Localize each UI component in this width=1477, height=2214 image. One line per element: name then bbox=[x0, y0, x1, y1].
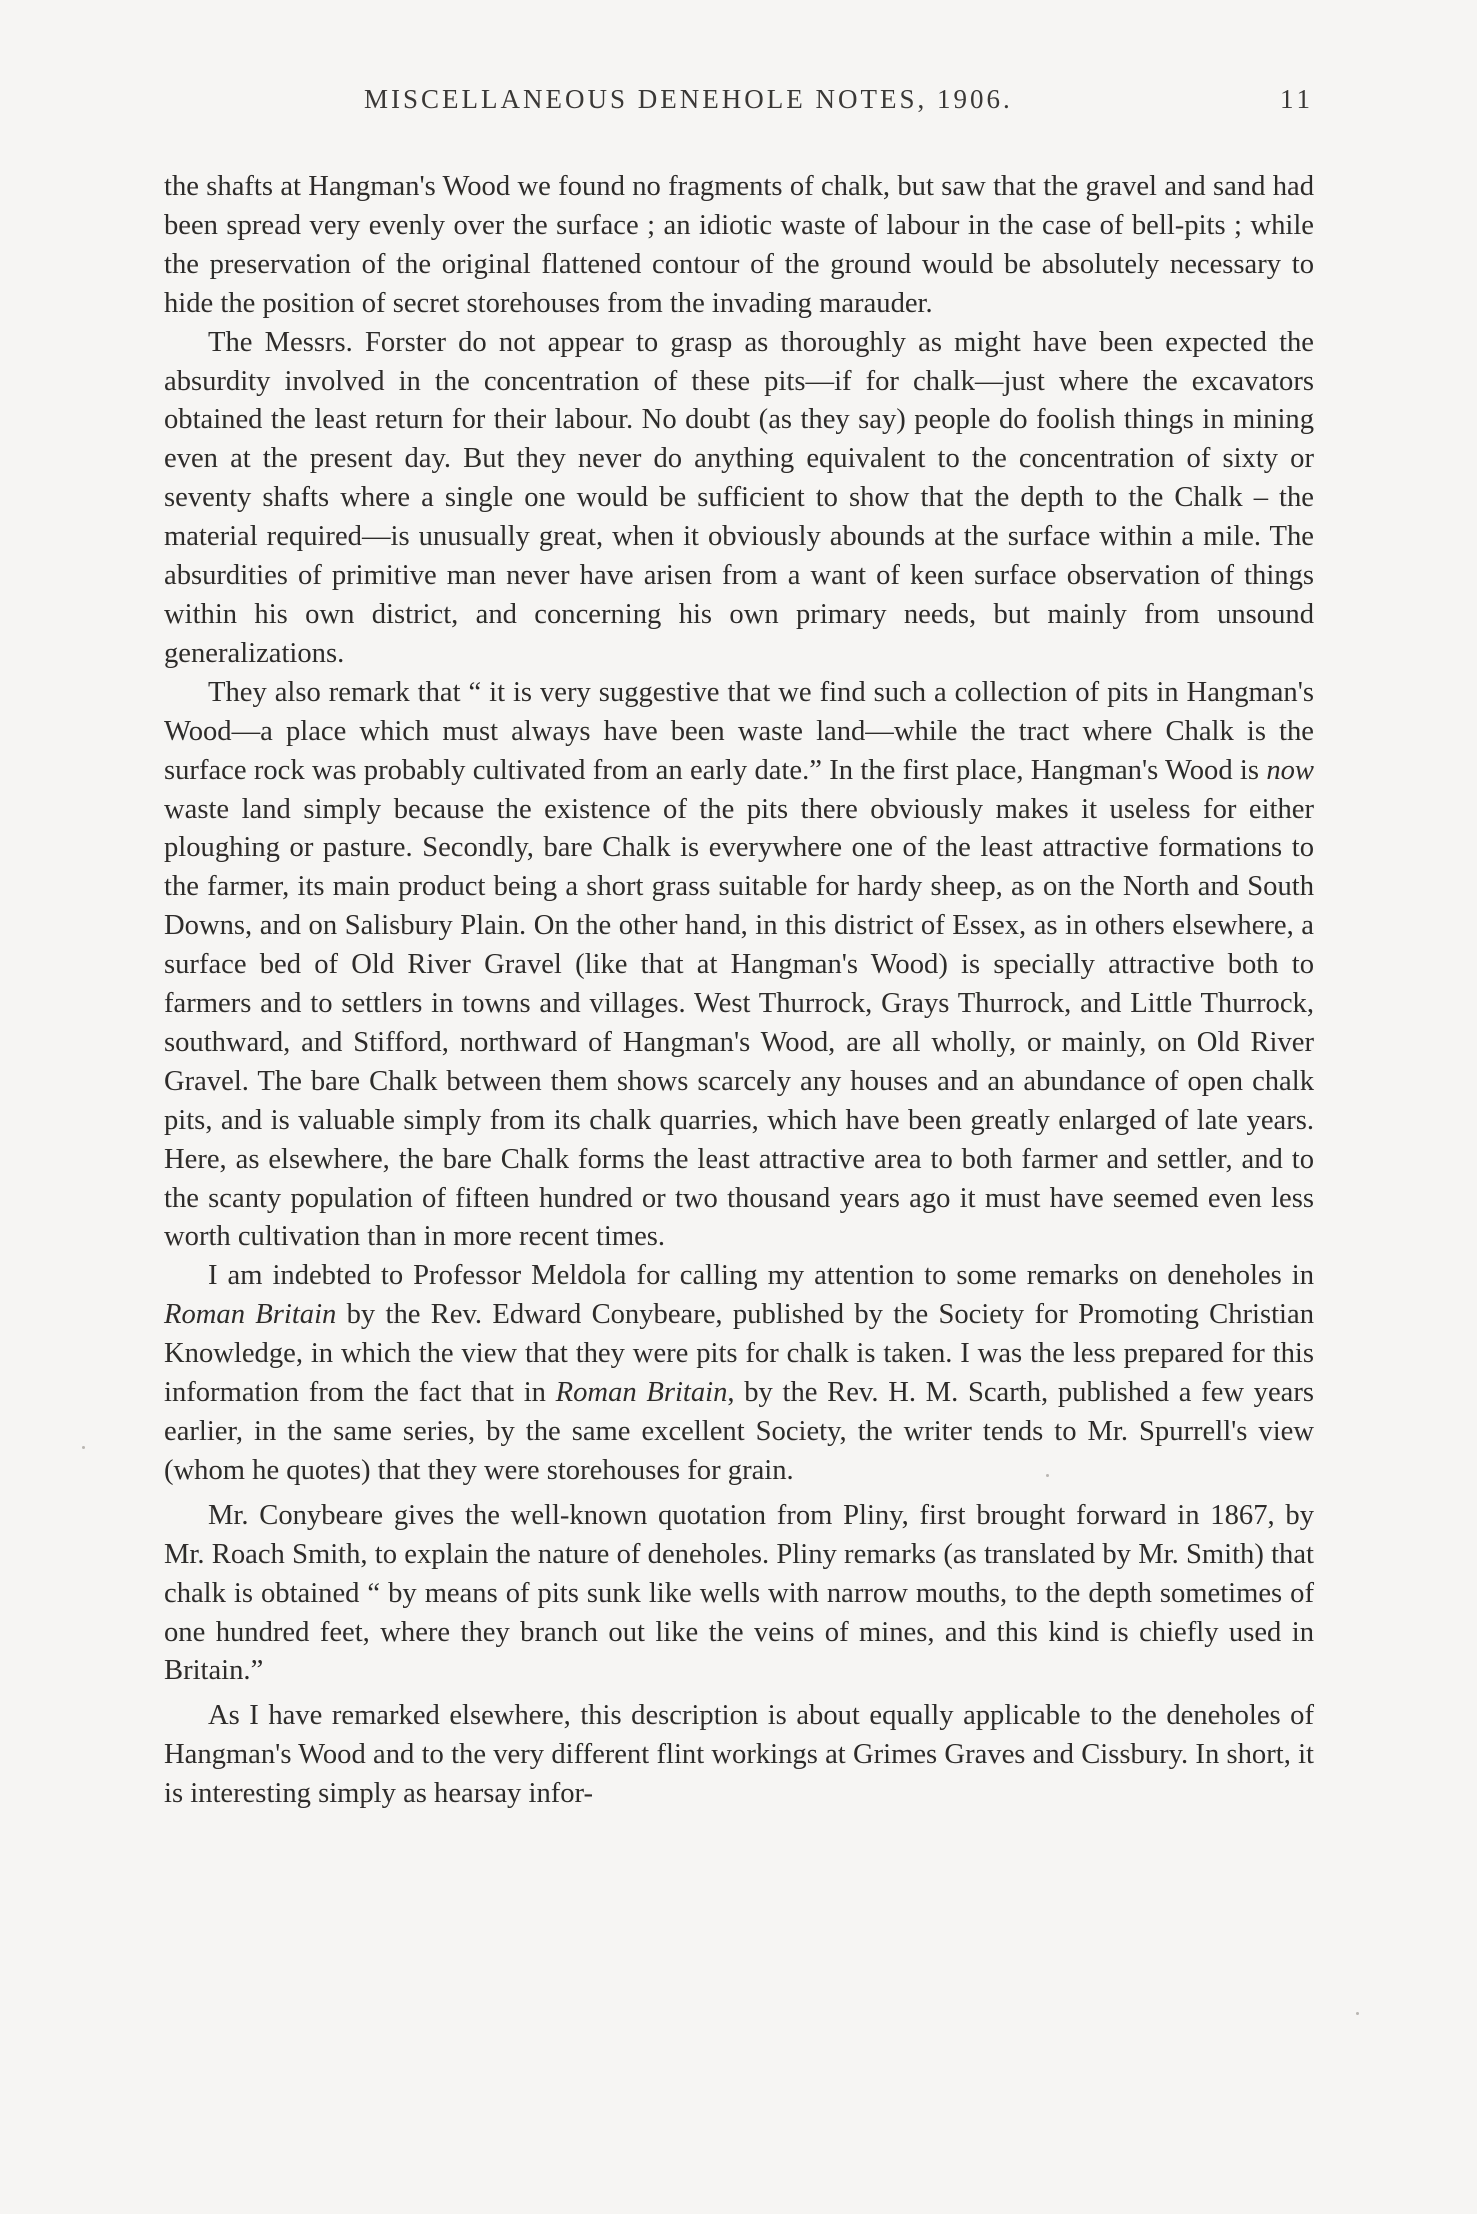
paragraph-4-text-c: , by the Rev. H. M. Scarth, published a few years earlier, in the same series, by the same excellent Society, the writer tends to Mr. Spurrell's view (whom he quotes) that they were storehouses for grain. bbox=[164, 1377, 1315, 1486]
body-text bbox=[164, 168, 1314, 1814]
paragraph-3-text-a: They also remark that “ it is very suggestive that we find such a collection of pits in Hangman's Wood—a place which must always have been waste land—while the tract where Chalk is the surface rock was probably cultivated from an early date.” In the first place, Hangman's Wood is bbox=[164, 676, 1314, 786]
paragraph-3 bbox=[164, 674, 1314, 1258]
paragraph-4-italic-title-2: Roman Britain bbox=[555, 1377, 728, 1409]
paragraph-4-text-b: by the Rev. Edward Conybeare, published by the Society for Promoting Christian Knowledge, in which the view that they were pits for chalk is taken. I was the less prepared for this information from the fact that in bbox=[164, 1299, 1314, 1409]
paragraph-5-text: Mr. Conybeare gives the well-known quotation from Pliny, first brought forward in 1867, by Mr. Roach Smith, to explain the nature of deneholes. Pliny remarks (as translated by Mr. Smith) that chalk is obtained “ by means of pits sunk like wells with narrow mouths, to the depth sometimes of one hundred feet, where they branch out like the veins of mines, and this kind is chiefly used in Britain.” bbox=[164, 1499, 1314, 1687]
running-title: MISCELLANEOUS DENEHOLE NOTES, 1906. bbox=[364, 84, 1013, 114]
paragraph-6-text: As I have remarked elsewhere, this description is about equally applicable to the deneholes of Hangman's Wood and to the very different flint workings at Grimes Graves and Cissbury. In short, it is interesting simply as hearsay infor- bbox=[164, 1700, 1314, 1810]
paragraph-2 bbox=[164, 324, 1314, 674]
paragraph-6 bbox=[164, 1697, 1314, 1814]
paragraph-5 bbox=[164, 1497, 1314, 1692]
page-number: 11 bbox=[1280, 84, 1314, 114]
running-head bbox=[164, 84, 1314, 124]
paper-speck bbox=[82, 1446, 85, 1449]
paragraph-2-text: The Messrs. Forster do not appear to grasp as thoroughly as might have been expected the absurdity involved in the concentration of these pits—if for chalk—just where the excavators obtained the least return for their labour. No doubt (as they say) people do foolish things in mining even at the present day. But they never do anything equivalent to the concentration of sixty or seventy shafts where a single one would be sufficient to show that the depth to the Chalk – the material required—is unusually great, when it obviously abounds at the surface within a mile. The absurdities of primitive man never have arisen from a want of keen surface observation of things within his own district, and concerning his own primary needs, but mainly from unsound generalizations. bbox=[164, 326, 1314, 669]
paragraph-4-text-a: I am indebted to Professor Meldola for calling my attention to some remarks on deneholes in bbox=[208, 1260, 1314, 1292]
paragraph-3-italic: now bbox=[1266, 754, 1314, 786]
paragraph-3-text-b: waste land simply because the existence of the pits there obviously makes it useless for either ploughing or pasture. Secondly, bare Chalk is everywhere one of the least attractive formations to the farmer, its main product being a short grass suitable for hardy sheep, as on the North and South Downs, and on Salisbury Plain. On the other hand, in this district of Essex, as in others elsewhere, a surface bed of Old River Gravel (like that at Hangman's Wood) is specially attractive both to farmers and to settlers in towns and villages. West Thurrock, Grays Thurrock, and Little Thurrock, southward, and Stifford, northward of Hangman's Wood, are all wholly, or mainly, on Old River Gravel. The bare Chalk between them shows scarcely any houses and an abundance of open chalk pits, and is valuable simply from its chalk quarries, which have been greatly enlarged of late years. Here, as elsewhere, the bare Chalk forms the least attractive area to both farmer and settler, and to the scanty population of fifteen hundred or two thousand years ago it must have seemed even less worth cultivation than in more recent times. bbox=[164, 793, 1314, 1253]
paragraph-1 bbox=[164, 168, 1314, 324]
paragraph-4 bbox=[164, 1257, 1314, 1490]
paper-speck bbox=[1356, 2012, 1359, 2015]
paragraph-4-italic-title-1: Roman Britain bbox=[164, 1299, 337, 1331]
paper-speck bbox=[1046, 1474, 1049, 1477]
paragraph-1-text: the shafts at Hangman's Wood we found no fragments of chalk, but saw that the gravel and sand had been spread very evenly over the surface ; an idiotic waste of labour in the case of bell-pits ; while the preservation of the original flattened contour of the ground would be absolutely necessary to hide the position of secret storehouses from the invading marauder. bbox=[164, 171, 1314, 319]
